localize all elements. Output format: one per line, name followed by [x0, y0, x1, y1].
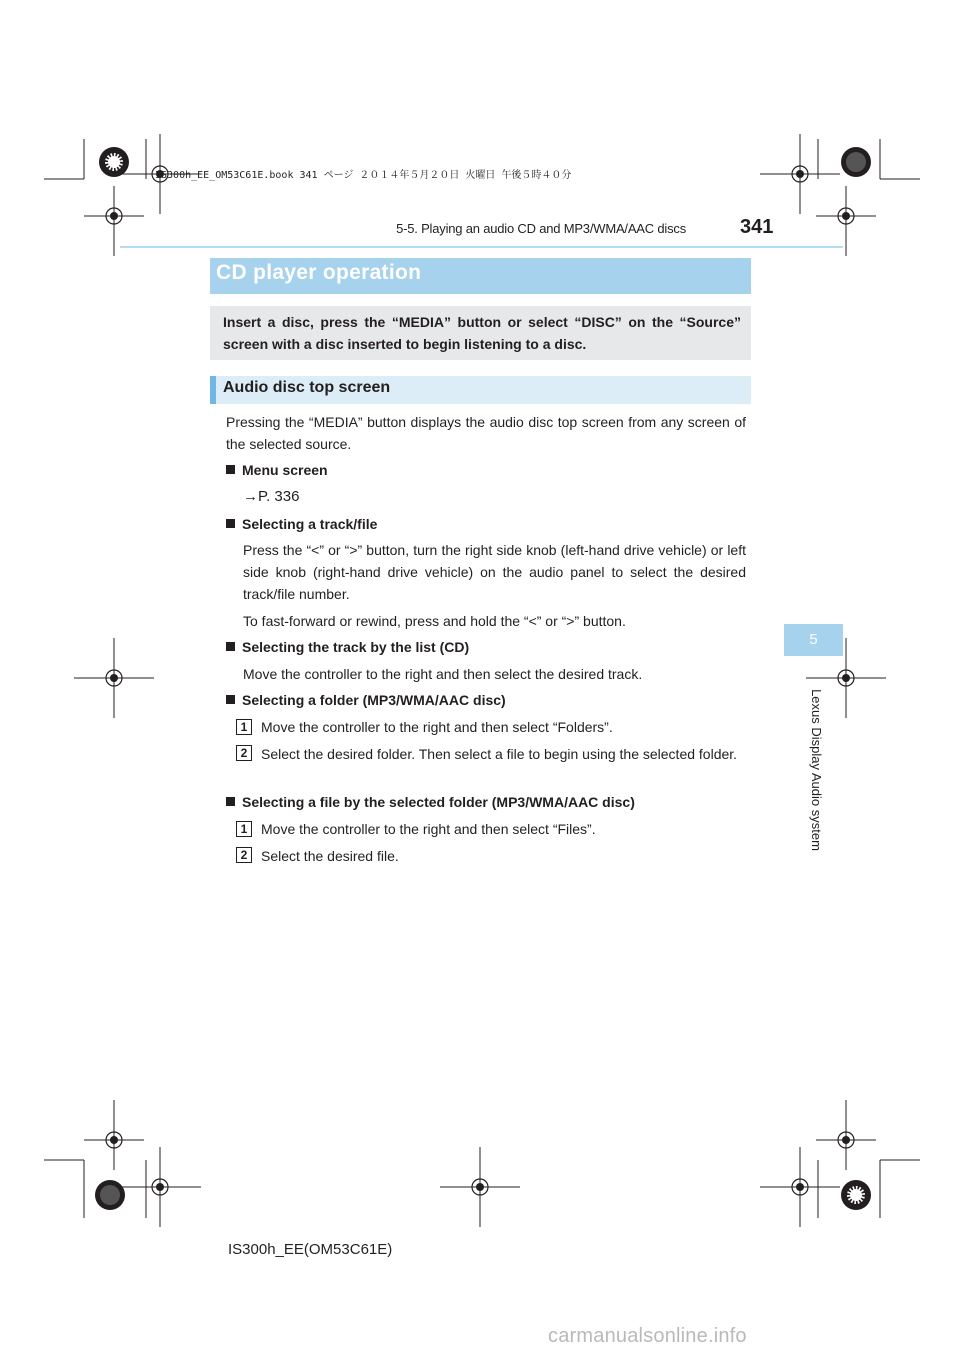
list-text: Move the controller to the right and then select the desired track. — [243, 666, 643, 682]
section-title: 5-5. Playing an audio CD and MP3/WMA/AAC discs — [396, 221, 686, 236]
page-title: CD player operation — [216, 261, 422, 284]
file-heading-label: Selecting a file by the selected folder (MP3/WMA/AAC disc) — [242, 794, 635, 810]
chapter-number: 5 — [809, 631, 818, 648]
file-step-1: Move the controller to the right and then select “Files”. — [261, 821, 596, 837]
track-text-1: Press the “<” or “>” button, turn the right side knob (left-hand drive vehicle) or left side knob (right-hand drive vehicle) on the audio panel to select the desired track/file number. — [243, 542, 746, 602]
folder-step-1: Move the controller to the right and then select “Folders”. — [261, 719, 613, 735]
track-text-2: To fast-forward or rewind, press and hold the “<” or “>” button. — [243, 613, 626, 629]
header-rule — [120, 246, 843, 248]
subsection-title: Audio disc top screen — [223, 379, 391, 396]
file-step-2: Select the desired file. — [261, 848, 399, 864]
square-bullet-icon — [226, 695, 235, 704]
folder-heading — [226, 689, 506, 711]
watermark: carmanualsonline.info — [548, 1325, 747, 1347]
print-header: IS300h_EE_OM53C61E.book 341 ページ ２０１４年５月２０日 火曜日 午後５時４０分 — [155, 170, 572, 181]
menu-screen-heading-label: Menu screen — [242, 462, 328, 478]
subsection-intro: Pressing the “MEDIA” button displays the audio disc top screen from any screen of the selected source. — [226, 414, 746, 452]
menu-screen-heading — [226, 459, 328, 481]
square-bullet-icon — [226, 465, 235, 474]
track-heading — [226, 513, 377, 535]
step-number-2: 2 — [236, 847, 252, 863]
step-number-1: 1 — [236, 821, 252, 837]
folder-step-2: Select the desired folder. Then select a file to begin using the selected folder. — [261, 746, 738, 762]
step-number-1: 1 — [236, 719, 252, 735]
chapter-label: Lexus Display Audio system — [809, 689, 824, 851]
chapter-tab[interactable] — [784, 624, 843, 656]
page-reference-link[interactable]: →P. 336 — [243, 488, 300, 505]
step-number-2: 2 — [236, 745, 252, 761]
chapter-tab-edge — [776, 624, 780, 656]
file-heading — [226, 791, 635, 813]
list-heading — [226, 636, 469, 658]
footer-code: IS300h_EE(OM53C61E) — [228, 1241, 393, 1258]
square-bullet-icon — [226, 519, 235, 528]
track-heading-label: Selecting a track/file — [242, 516, 378, 532]
list-heading-label: Selecting the track by the list (CD) — [242, 639, 470, 655]
square-bullet-icon — [226, 642, 235, 651]
intro-text: Insert a disc, press the “MEDIA” button or select “DISC” on the “Source” screen with a disc inserted to begin listening to a disc. — [223, 314, 741, 352]
square-bullet-icon — [226, 797, 235, 806]
page-number: 341 — [740, 216, 774, 238]
folder-heading-label: Selecting a folder (MP3/WMA/AAC disc) — [242, 692, 506, 708]
